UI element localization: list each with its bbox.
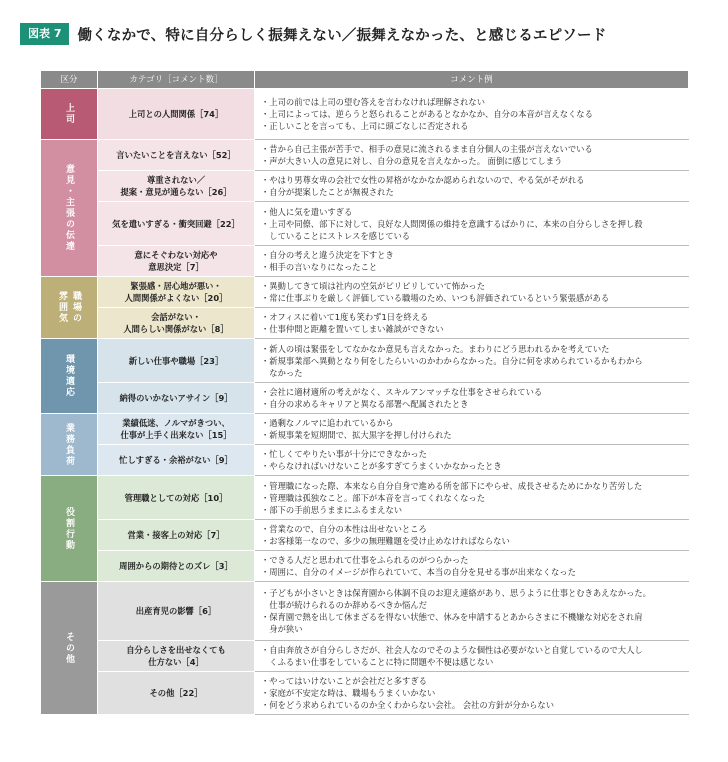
category-label: 納得のいかないアサイン［9］: [119, 393, 233, 403]
header-kubun: 区分: [41, 71, 98, 89]
category-label: 言いたいことを言えない［52］: [116, 150, 236, 160]
category-cell: [98, 445, 255, 476]
header-comment: コメント例: [255, 71, 689, 89]
category-label: 意にそぐわない対応や: [134, 250, 218, 260]
category-label: その他［22］: [149, 688, 203, 698]
comment-line: ・家庭が不安定な時は、職場もうまくいかない: [261, 688, 436, 698]
comment-line: ・相手の言いなりになったこと: [261, 262, 378, 272]
table-row: [41, 383, 689, 414]
kubun-cell: [41, 414, 98, 476]
comment-line: ・他人に気を遣いすぎる: [261, 206, 353, 217]
kubun-label: 業務負荷: [64, 422, 74, 467]
comment-cell: [255, 414, 689, 445]
category-label: 営業・接客上の対応［7］: [127, 530, 225, 540]
category-cell: [98, 89, 255, 140]
table-row: [41, 339, 689, 383]
category-cell: [98, 476, 255, 520]
comment-line: していることにストレスを感じている: [261, 230, 411, 241]
table-header-row: [41, 71, 689, 89]
comment-cell: [255, 89, 689, 140]
comment-line: ・昔から自己主張が苦手で、相手の意見に流されるまま自分個人の主張が言えないでいる: [261, 144, 593, 154]
comment-cell: [255, 551, 689, 582]
category-label: 自分らしさを出せなくても: [126, 645, 226, 655]
category-label: 業績低迷、ノルマがきつい、: [122, 418, 230, 428]
kubun-cell: [41, 277, 98, 339]
category-label: 新しい仕事や職場［23］: [128, 355, 224, 366]
comment-line: ・自分の考えと違う決定を下すとき: [261, 250, 394, 260]
category-label: 人間関係がよくない［20］: [124, 293, 228, 303]
comment-line: ・新規事業部へ異動となり何をしたらいいのかわからなかった。自分に何を求められているかもわから: [261, 355, 643, 366]
category-cell: [98, 414, 255, 445]
category-cell: [98, 246, 255, 277]
kubun-label: 上司: [64, 103, 74, 125]
comment-cell: [255, 641, 689, 672]
category-cell: [98, 520, 255, 551]
comment-line: 身が狭い: [261, 624, 303, 634]
category-label: 周囲からの期待とのズレ［3］: [119, 561, 233, 571]
table-row: [41, 140, 689, 171]
category-label: 仕事が上手く出来ない［15］: [120, 430, 232, 440]
figure-header: [20, 22, 606, 46]
table-row: [41, 641, 689, 672]
table-row: [41, 246, 689, 277]
comment-cell: [255, 308, 689, 339]
kubun-label: 雰囲気: [57, 291, 67, 324]
comment-line: ・保育園で熱を出して休まざるを得ない状態で、休みを申請するとあからさまに不機嫌な対応をされ肩: [261, 612, 643, 622]
kubun-cell: [41, 140, 98, 277]
comment-cell: [255, 520, 689, 551]
comment-line: ・営業なので、自分の本性は出せないところ: [261, 524, 427, 534]
table-row: [41, 672, 689, 715]
comment-line: ・周囲に、自分のイメージが作られていて、本当の自分を見せる事が出来なくなった: [261, 567, 576, 577]
kubun-label: 意見・主張の伝達: [64, 164, 74, 252]
comment-line: ・上司の前では上司の望む答えを言わなければ理解されない: [261, 97, 486, 107]
comment-line: ・新規事業を短期間で、拡大黒字を押し付けられた: [261, 430, 452, 440]
comment-line: くふるまい仕事をしていることに特に問題や不便は感じない: [261, 657, 494, 667]
comment-line: ・やってはいけないことが会社だと多すぎる: [261, 676, 427, 686]
figure-title: 働くなかで、特に自分らしく振舞えない／振舞えなかった、と感じるエピソード: [77, 27, 607, 44]
comment-line: ・過剰なノルマに追われているから: [261, 418, 394, 428]
table-row: [41, 582, 689, 641]
comment-cell: [255, 171, 689, 202]
comment-cell: [255, 445, 689, 476]
category-cell: [98, 383, 255, 414]
category-cell: [98, 672, 255, 715]
comment-line: ・上司や同僚、部下に対して、良好な人間関係の維持を意識するばかりに、本来の自分らしさを押し殺: [261, 218, 643, 229]
kubun-cell: [41, 582, 98, 715]
comment-cell: [255, 277, 689, 308]
category-cell: [98, 277, 255, 308]
kubun-label: 環境適応: [64, 354, 74, 398]
category-label: 会話がない・: [151, 312, 201, 322]
comment-line: ・常に仕事ぶりを厳しく評価している職場のため、いつも評価されているという緊張感がある: [261, 293, 610, 303]
comment-line: ・やらなければいけないことが多すぎてうまくいかなかったとき: [261, 461, 502, 471]
category-cell: [98, 551, 255, 582]
category-label: 仕方ない［4］: [148, 657, 204, 667]
comment-line: なかった: [261, 367, 303, 378]
header-category: カテゴリ［コメント数］: [98, 71, 255, 89]
kubun-label: その他: [64, 631, 74, 665]
category-label: 提案・意見が通らない［26］: [120, 187, 232, 197]
kubun-label: 役割行動: [64, 506, 74, 551]
comment-line: ・正しいことを言っても、上司に頭ごなしに否定される: [261, 121, 469, 131]
comment-line: ・管理職になった際、本来なら自分自身で進める所を部下にやらせ、成長させるためにかなり苦労した: [261, 480, 643, 491]
table-row: [41, 308, 689, 339]
comment-line: ・子どもが小さいときは保育園から体調不良のお迎え連絡があり、思うように仕事とむきあえなかった。: [261, 588, 651, 598]
table-row: [41, 202, 689, 246]
comment-line: ・やはり男尊女卑の会社で女性の昇格がなかなか認められないので、やる気がそがれる: [261, 175, 585, 185]
comment-cell: [255, 339, 689, 383]
comment-line: ・お客様第一なので、多少の無理難題を受け止めなければならない: [261, 536, 510, 546]
table-row: [41, 445, 689, 476]
comment-line: ・自由奔放さが自分らしさだが、社会人なのでそのような個性は必要がないと自覚しているので大人し: [261, 645, 643, 655]
category-cell: [98, 140, 255, 171]
comment-cell: [255, 672, 689, 715]
comment-line: ・声が大きい人の意見に対し、自分の意見を言えなかった。 面倒に感じてしまう: [261, 156, 563, 166]
comment-cell: [255, 246, 689, 277]
table-row: [41, 414, 689, 445]
category-label: 緊張感・居心地が悪い・: [130, 281, 222, 291]
comment-line: ・仕事仲間と距離を置いてしまい雑談ができない: [261, 324, 444, 334]
comment-cell: [255, 582, 689, 641]
comment-line: ・何をどう求められているのか全くわからない会社。 会社の方針が分からない: [261, 700, 555, 710]
comment-line: ・オフィスに着いて1度も笑わず1日を終える: [261, 312, 429, 322]
category-cell: [98, 641, 255, 672]
comment-line: ・管理職は孤独なこと。部下が本音を言ってくれなくなった: [261, 492, 486, 503]
kubun-cell: [41, 476, 98, 582]
category-label: 人間らしい関係がない［8］: [123, 324, 229, 334]
comment-cell: [255, 140, 689, 171]
comment-line: ・新人の頃は緊張をしてなかなか意見も言えなかった。まわりにどう思われるかを考えていた: [261, 343, 610, 354]
category-label: 忙しすぎる・余裕がない［9］: [119, 455, 233, 465]
category-cell: [98, 339, 255, 383]
comment-line: ・忙しくてやりたい事が十分にできなかった: [261, 449, 427, 459]
category-label: 気を遣いすぎる・衝突回避［22］: [112, 218, 240, 229]
table-row: [41, 551, 689, 582]
category-label: 出産育児の影響［6］: [135, 606, 217, 616]
comment-line: 仕事が続けられるのか辞めるべきか悩んだ: [261, 600, 427, 610]
comment-line: ・上司によっては、逆らうと怒られることがあるとなかなか、自分の本音が言えなくなる: [261, 109, 593, 119]
kubun-cell: [41, 339, 98, 414]
episode-table: [40, 70, 689, 715]
table-row: [41, 277, 689, 308]
category-cell: [98, 171, 255, 202]
table-row: [41, 89, 689, 140]
comment-cell: [255, 476, 689, 520]
comment-line: ・部下の手前思うままにふるまえない: [261, 504, 403, 515]
comment-cell: [255, 383, 689, 414]
category-cell: [98, 582, 255, 641]
kubun-cell: [41, 89, 98, 140]
category-cell: [98, 308, 255, 339]
category-label: 管理職としての対応［10］: [124, 492, 228, 503]
comment-cell: [255, 202, 689, 246]
category-label: 意思決定［7］: [148, 262, 204, 272]
comment-line: ・できる人だと思われて仕事をふられるのがつらかった: [261, 555, 469, 565]
comment-line: ・異動してきて頃は社内の空気がピリピリしていて怖かった: [261, 281, 486, 291]
figure-badge: 図表 7: [20, 23, 69, 45]
comment-line: ・会社に適材適所の考えがなく、スキルアンマッチな仕事をさせられている: [261, 387, 543, 397]
table-row: [41, 171, 689, 202]
kubun-label: 職場の: [71, 291, 81, 324]
category-label: 尊重されない／: [146, 175, 206, 185]
comment-line: ・自分が提案したことが無視された: [261, 187, 394, 197]
category-cell: [98, 202, 255, 246]
comment-line: ・自分の求めるキャリアと異なる部署へ配属されたとき: [261, 399, 469, 409]
table-row: [41, 520, 689, 551]
table-row: [41, 476, 689, 520]
category-label: 上司との人間関係［74］: [128, 109, 224, 119]
